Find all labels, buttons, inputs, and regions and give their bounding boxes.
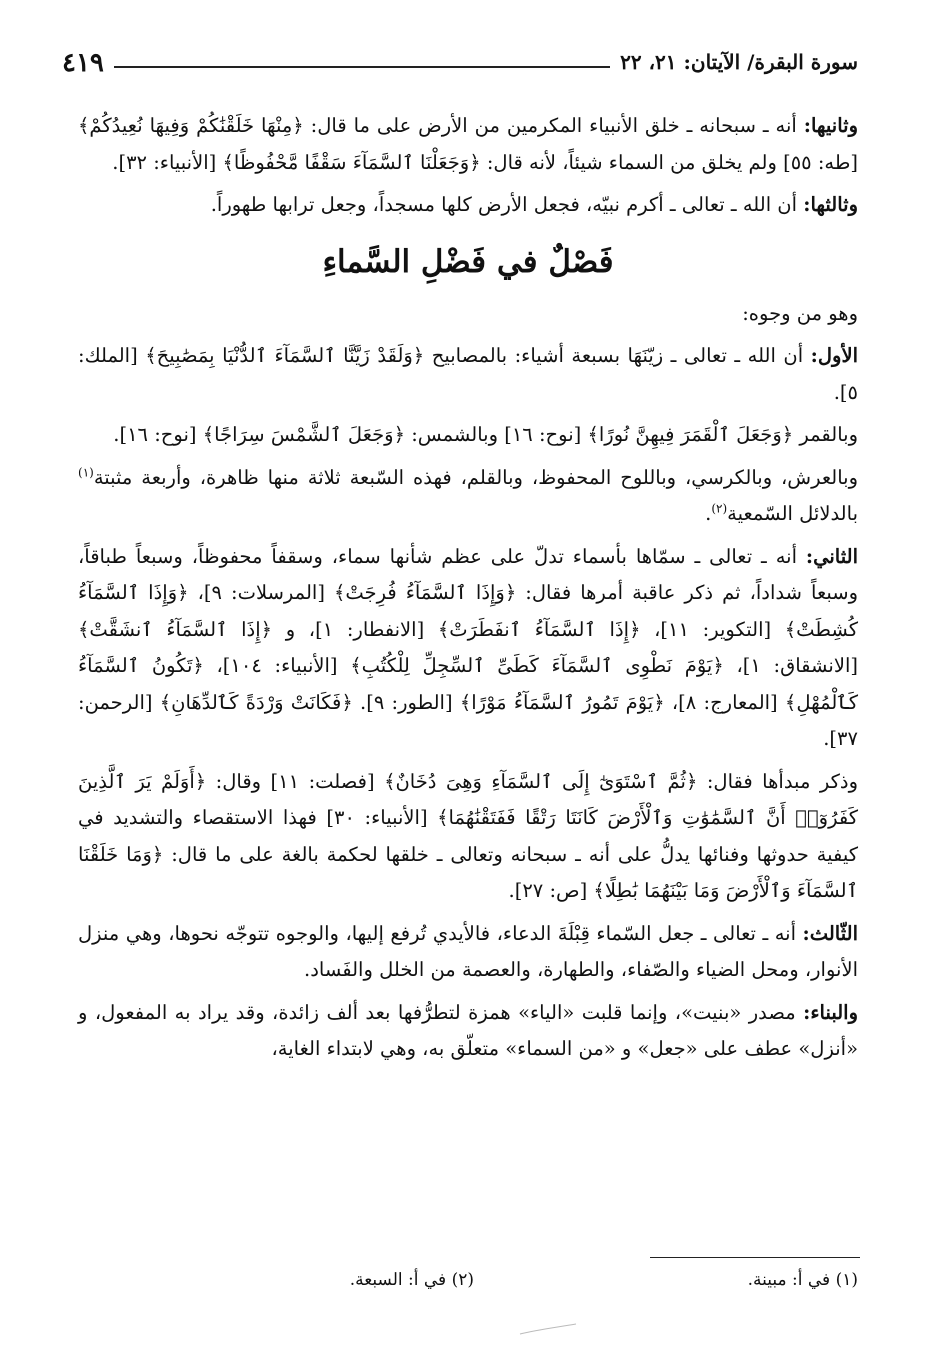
paragraph-moon-sun: وبالقمر ﴿وَجَعَلَ ٱلْقَمَرَ فِيهِنَّ نُورًا﴾ [نوح: ١٦] وبالشمس: ﴿وَجَعَلَ ٱلشَّمْسَ سِرَاجًا﴾ [نوح: ١٦]. bbox=[113, 423, 858, 446]
paragraph-first-aspect bbox=[78, 338, 858, 411]
paragraph-third-aspect bbox=[78, 916, 858, 989]
paragraph-text: مصدر «بنيت»، وإنما قلبت «الياء» همزة لتطرُّفها بعد ألف زائدة، وقد يراد به المفعول، و «أنزل» عطف على «جعل» و «من السماء» متعلّق به، وهي لابتداء الغاية، bbox=[78, 1000, 858, 1060]
paragraph-text: أنه ـ سبحانه ـ خلق الأنبياء المكرمين من الأرض على ما قال: ﴿مِنْهَا خَلَقْنَٰكُمْ وَفِيهَا نُعِيدُكُمْ﴾ [طه: ٥٥] ولم يخلق من السماء شيئاً، لأنه قال: ﴿وَجَعَلْنَا ٱلسَّمَآءَ سَقْفًا مَّحْفُوظًا﴾ [الأنبياء: ٣٢]. bbox=[78, 114, 858, 174]
pencil-mark bbox=[518, 1322, 578, 1336]
paragraph-text: وبالعرش، وبالكرسي، وباللوح المحفوظ، وبالقلم، فهذه السّبعة ثلاثة منها ظاهرة، وأربعة مثبتة bbox=[93, 465, 858, 489]
section-title: فَصْلٌ في فَضْلِ السَّماءِ bbox=[322, 243, 614, 280]
paragraph-text: بالدلائل السّمعية bbox=[727, 502, 858, 525]
footnote-1: (١) في أ: مبينة. bbox=[747, 1270, 858, 1290]
paragraph-lead: وثانيها: bbox=[803, 114, 858, 137]
paragraph-second-aspect bbox=[78, 539, 858, 758]
paragraph-text: أنه ـ تعالى ـ جعل السّماء قِبْلَةَ الدعاء، فالأيدي تُرفع إليها، والوجوه تتوجّه نحوها، وهي منزل الأنوار، ومحل الضياء والصّفاء، والطهارة، والعصمة من الخلل والفَساد. bbox=[78, 921, 858, 981]
main-text bbox=[78, 108, 858, 1074]
paragraph-second bbox=[78, 108, 858, 181]
footnote-ref-2[interactable]: (٢) bbox=[711, 501, 728, 516]
footnotes bbox=[90, 1270, 858, 1310]
header-rule bbox=[114, 66, 610, 68]
paragraph-lead: الثاني: bbox=[805, 544, 858, 568]
paragraph-text: أن الله ـ تعالى ـ زيّنَهَا بسبعة أشياء: بالمصابيح ﴿وَلَقَدْ زَيَّنَّا ٱلسَّمَآءَ ٱلدُّنْيَا بِمَصَٰبِيحَ﴾ [الملك: ٥]. bbox=[78, 344, 858, 404]
paragraph-text: أنه ـ تعالى ـ سمّاها بأسماء تدلّ على عظم شأنها سماء، وسقفاً محفوظاً، وسبعاً طباقاً، وسبعاً شداداً، ثم ذكر عاقبة أمرها فقال: ﴿وَإِذَا ٱلسَّمَآءُ فُرِجَتْ﴾ [المرسلات: ٩]، ﴿وَإِذَا ٱلسَّمَآءُ كُشِطَتْ﴾ [التكوير: ١١]، ﴿إِذَا ٱلسَّمَآءُ ٱنفَطَرَتْ﴾ [الانفطار: ١]، و ﴿إِذَا ٱلسَّمَآءُ ٱنشَقَّتْ﴾ [الانشقاق: ١]، ﴿يَوْمَ نَطْوِى ٱلسَّمَآءَ كَطَىِّ ٱلسِّجِلِّ لِلْكُتُبِ﴾ [الأنبياء: ١٠٤]، ﴿تَكُونُ ٱلسَّمَآءُ كَٱلْمُهْلِ﴾ [المعارج: ٨]، ﴿يَوْمَ تَمُورُ ٱلسَّمَآءُ مَوْرًا﴾ [الطور: ٩]. ﴿فَكَانَتْ وَرْدَةً كَٱلدِّهَانِ﴾ [الرحمن: ٣٧]. bbox=[78, 544, 859, 750]
paragraph-building bbox=[78, 995, 858, 1068]
running-header bbox=[62, 40, 858, 80]
paragraph-lead: الثّالث: bbox=[802, 921, 858, 945]
paragraph-text: . bbox=[705, 502, 712, 525]
header-title: سورة البقرة/ الآيتان: ٢١، ٢٢ bbox=[620, 50, 858, 74]
paragraph-intro: وهو من وجوه: bbox=[742, 301, 858, 325]
paragraph-text: أن الله ـ تعالى ـ أكرم نبيّه، فجعل الأرض كلها مسجداً، وجعل ترابها طهوراً. bbox=[210, 193, 804, 216]
paragraph-lead: الأول: bbox=[810, 344, 858, 367]
footnote-ref-1[interactable]: (١) bbox=[78, 465, 94, 479]
paragraph-lead: والبناء: bbox=[803, 1000, 858, 1024]
paragraph-lead: وثالثها: bbox=[803, 193, 858, 216]
paragraph-throne bbox=[78, 460, 858, 533]
paragraph-third bbox=[78, 187, 858, 224]
footnote-separator bbox=[650, 1257, 860, 1258]
page-number: ٤١٩ bbox=[62, 48, 104, 78]
paragraph-origin: وذكر مبدأها فقال: ﴿ثُمَّ ٱسْتَوَىٰٓ إِلَى ٱلسَّمَآءِ وَهِىَ دُخَانٌ﴾ [فصلت: ١١] وقال: ﴿أَوَلَمْ يَرَ ٱلَّذِينَ كَفَرُوٓا۟ أَنَّ ٱلسَّمَٰوَٰتِ وَٱلْأَرْضَ كَانَتَا رَتْقًا فَفَتَقْنَٰهُمَا﴾ [الأنبياء: ٣٠] فهذا الاستقصاء والتشديد في كيفية حدوثها وفنائها يدلُّ على أنه ـ سبحانه وتعالى ـ خلقها لحكمة بالغة على ما قال: ﴿وَمَا خَلَقْنَا ٱلسَّمَآءَ وَٱلْأَرْضَ وَمَا بَيْنَهُمَا بَٰطِلًا﴾ [ص: ٢٧]. bbox=[78, 769, 858, 902]
footnote-2: (٢) في أ: السبعة. bbox=[349, 1270, 474, 1290]
